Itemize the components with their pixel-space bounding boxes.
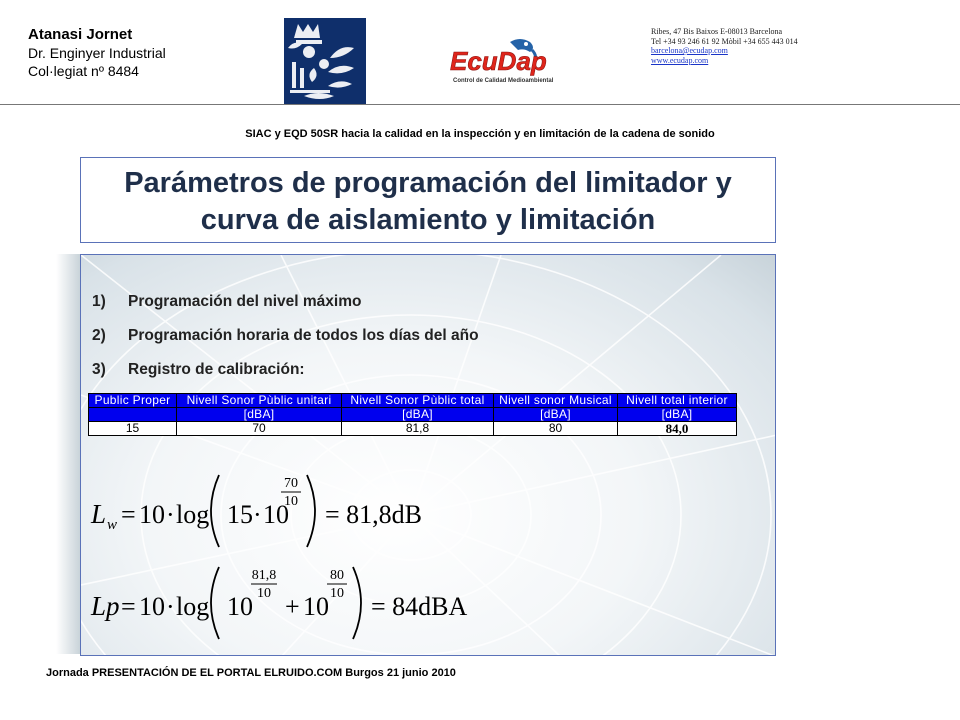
list-item bbox=[92, 361, 479, 395]
formula-lw-base: 10 bbox=[263, 500, 289, 529]
list-item-text: Programación del nivel máximo bbox=[128, 293, 362, 310]
table-header-row bbox=[89, 394, 737, 408]
svg-text:EcuDap: EcuDap bbox=[450, 46, 547, 76]
list-item-number: 1) bbox=[92, 293, 106, 310]
formula-lw bbox=[81, 463, 541, 553]
author-block bbox=[28, 26, 166, 80]
svg-text:Control de Calidad Medioambien: Control de Calidad Medioambiental bbox=[453, 78, 554, 84]
table-unit-cell: [dBA] bbox=[618, 408, 737, 422]
calibration-table bbox=[88, 393, 737, 436]
formula-lw-dot: · bbox=[166, 500, 175, 529]
formula-lp-exp2-den: 10 bbox=[330, 586, 344, 601]
formula-lw-log: log bbox=[176, 500, 210, 529]
header-divider bbox=[0, 104, 960, 105]
author-license: Col·legiat nº 8484 bbox=[28, 63, 139, 79]
slide-subtitle: SIAC y EQD 50SR hacia la calidad en la inspección y en limitación de la cadena de sonido bbox=[245, 128, 715, 140]
formula-lp-exp2-num: 80 bbox=[330, 568, 344, 583]
formula-lw-mult: · bbox=[253, 500, 262, 529]
table-cell: 81,8 bbox=[342, 422, 494, 436]
table-cell-total: 84,0 bbox=[618, 422, 737, 436]
formula-lw-lhs: L bbox=[91, 499, 107, 529]
list-item-text: Programación horaria de todos los días del año bbox=[128, 327, 479, 344]
formula-lp bbox=[81, 561, 541, 651]
table-unit-cell bbox=[89, 408, 177, 422]
list-item bbox=[92, 293, 479, 327]
contact-address: Ribes, 47 Bis Baixos E-08013 Barcelona bbox=[651, 27, 783, 36]
ecudap-logo bbox=[440, 38, 560, 88]
table-header-cell: Nivell Sonor Pùblic total bbox=[342, 394, 494, 408]
table-unit-cell: [dBA] bbox=[177, 408, 342, 422]
formula-lw-exp-den: 10 bbox=[284, 494, 298, 509]
slide-title-line-1: Parámetros de programación del limitador y bbox=[124, 167, 732, 199]
table-header-cell: Public Proper bbox=[89, 394, 177, 408]
formula-lp-plus: + bbox=[285, 592, 300, 621]
formula-lw-count: 15 bbox=[227, 500, 253, 529]
list-item-number: 3) bbox=[92, 361, 106, 378]
list-item-number: 2) bbox=[92, 327, 106, 344]
table-units-row bbox=[89, 408, 737, 422]
steps-list bbox=[92, 293, 479, 395]
content-box bbox=[80, 254, 776, 656]
formula-lp-base-2: 10 bbox=[303, 592, 329, 621]
table-unit-cell: [dBA] bbox=[494, 408, 618, 422]
formula-lp-log: log bbox=[176, 592, 210, 621]
contact-block bbox=[651, 27, 798, 65]
contact-email-link[interactable]: barcelona@ecudap.com bbox=[651, 46, 728, 55]
contact-web-link[interactable]: www.ecudap.com bbox=[651, 55, 709, 65]
table-header-cell: Nivell Sonor Pùblic unitari bbox=[177, 394, 342, 408]
formula-lp-dot: · bbox=[166, 592, 175, 621]
formula-lp-lhs: Lp bbox=[91, 591, 120, 621]
table-cell: 15 bbox=[89, 422, 177, 436]
formula-lp-exp1-num: 81,8 bbox=[251, 568, 277, 583]
formula-lp-equals: = bbox=[121, 592, 136, 621]
formula-lw-equals: = bbox=[121, 500, 136, 529]
formula-lw-result: = 81,8dB bbox=[325, 500, 423, 529]
formula-lp-left-paren bbox=[211, 567, 219, 639]
formula-lp-result: = 84dBA bbox=[371, 592, 468, 621]
contact-phone: Tel +34 93 246 61 92 Mòbil +34 655 443 014 bbox=[651, 36, 798, 46]
table-unit-cell: [dBA] bbox=[342, 408, 494, 422]
footer-text: Jornada PRESENTACIÓN DE EL PORTAL ELRUIDO.COM Burgos 21 junio 2010 bbox=[46, 667, 456, 679]
formula-lw-right-paren bbox=[307, 475, 315, 547]
coat-of-arms-icon bbox=[284, 18, 366, 104]
author-name: Atanasi Jornet bbox=[28, 26, 133, 43]
formula-lp-base-1: 10 bbox=[227, 592, 253, 621]
formula-lp-exp1-den: 10 bbox=[257, 586, 271, 601]
slide-title bbox=[81, 165, 775, 239]
formula-lw-left-paren bbox=[211, 475, 219, 547]
background-fade bbox=[56, 254, 80, 654]
title-box bbox=[80, 157, 776, 243]
formula-lw-ten: 10 bbox=[139, 500, 165, 529]
formula-lp-ten: 10 bbox=[139, 592, 165, 621]
table-cell: 70 bbox=[177, 422, 342, 436]
formula-lp-right-paren bbox=[353, 567, 361, 639]
list-item bbox=[92, 327, 479, 361]
formula-lw-subscript: w bbox=[107, 517, 118, 533]
table-cell: 80 bbox=[494, 422, 618, 436]
slide-title-line-2: curva de aislamiento y limitación bbox=[200, 204, 656, 236]
table-header-cell: Nivell sonor Musical bbox=[494, 394, 618, 408]
author-degree: Dr. Enginyer Industrial bbox=[28, 45, 166, 61]
table-row bbox=[89, 422, 737, 436]
formula-lw-exp-num: 70 bbox=[284, 476, 298, 491]
list-item-text: Registro de calibración: bbox=[128, 361, 305, 378]
table-header-cell: Nivell total interior bbox=[618, 394, 737, 408]
